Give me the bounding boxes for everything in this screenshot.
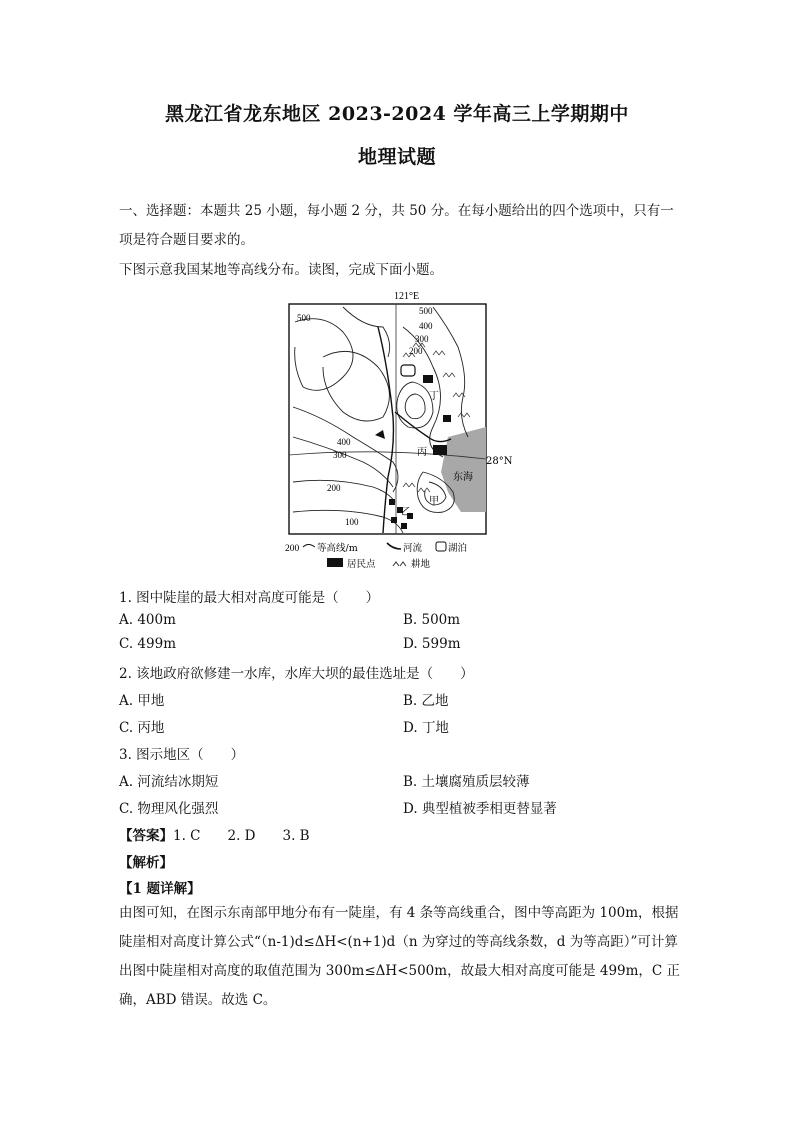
q2-option-a: A. 甲地 [119, 693, 165, 709]
answer-label: 【答案】 [119, 828, 173, 844]
q3-option-c: C. 物理风化强烈 [119, 801, 219, 817]
question-1-stem: 1. 图中陡崖的最大相对高度可能是（ ） [119, 590, 380, 606]
lat-label: 28°N [486, 456, 513, 467]
contour-label-100: 100 [345, 517, 359, 527]
title-line-1: 黑龙江省龙东地区 2023-2024 学年高三上学期期中 [165, 103, 629, 125]
answer-row [119, 824, 310, 844]
q2-option-b: B. 乙地 [403, 693, 449, 709]
q2-option-c: C. 丙地 [119, 720, 165, 736]
legend-farmland-icon [393, 562, 406, 566]
contour-label-300-left: 300 [333, 450, 347, 460]
sea-label: 东海 [453, 472, 473, 483]
legend-contour-icon [303, 545, 315, 548]
legend-lake: 湖泊 [448, 543, 468, 554]
q3-option-b: B. 土壤腐殖质层较薄 [403, 774, 530, 790]
contour-label-500-left: 500 [297, 313, 311, 323]
detail-text: 由图可知，在图示东南部甲地分布有一陡崖，有 4 条等高线重合，图中等高距为 100m，根据陡崖相对高度计算公式“（n-1)d≤ΔH<(n+1)d（n 为穿过的等高线条数，d 为等高距）”可计算出图中陡崖相对高度的取值范围为 300m≤ΔH<500m，故最大相对高度可能是 499m，C 正确，ABD 错误。故选 C。 [119, 905, 681, 1008]
q1-option-c: C. 499m [119, 636, 176, 652]
contour-label-500-top: 500 [419, 306, 433, 316]
q3-option-d: D. 典型植被季相更替显著 [403, 801, 557, 817]
legend-contour: 等高线/m [317, 543, 358, 554]
place-bing: 丙 [417, 447, 427, 458]
q1-option-d: D. 599m [403, 636, 461, 652]
map-legend [285, 542, 467, 570]
place-ding: 丁 [429, 391, 439, 402]
contour-map [283, 287, 513, 572]
place-yi: 乙 [401, 507, 411, 518]
legend-settlement: 居民点 [347, 559, 376, 570]
q1-option-a: A. 400m [119, 612, 176, 628]
q3-option-a: A. 河流结冰期短 [119, 774, 219, 790]
question-3-stem: 3. 图示地区（ ） [119, 747, 245, 763]
contour-label-200-top: 200 [409, 346, 423, 356]
detail-label: 【1 题详解】 [119, 881, 201, 897]
title-line-2: 地理试题 [357, 146, 436, 168]
contour-label-200-left: 200 [327, 483, 341, 493]
q2-option-d: D. 丁地 [403, 720, 449, 736]
legend-farmland: 耕地 [411, 559, 431, 570]
place-jia: 甲 [429, 496, 439, 507]
q1-option-b: B. 500m [403, 612, 461, 628]
question-2-stem: 2. 该地政府欲修建一水库，水库大坝的最佳选址是（ ） [119, 666, 474, 682]
section-intro: 一、选择题：本题共 25 小题，每小题 2 分，共 50 分。在每小题给出的四个选项中，只有一项是符合题目要求的。 [119, 203, 674, 248]
contour-label-300-top: 300 [415, 334, 429, 344]
lake-symbol [401, 365, 415, 376]
lon-label: 121°E [394, 291, 420, 302]
contour-label-400-left: 400 [337, 437, 351, 447]
legend-river-icon [387, 543, 401, 549]
legend-river: 河流 [403, 543, 423, 554]
legend-settlement-icon [327, 558, 343, 567]
legend-lake-icon [436, 542, 446, 551]
analysis-label: 【解析】 [119, 855, 173, 871]
contour-map-svg [283, 287, 513, 572]
answer-values: 1. C 2. D 3. B [173, 828, 310, 844]
legend-contour-sample: 200 [285, 544, 300, 554]
contour-label-400-top: 400 [419, 321, 433, 331]
figure-intro: 下图示意我国某地等高线分布。读图，完成下面小题。 [119, 262, 443, 278]
